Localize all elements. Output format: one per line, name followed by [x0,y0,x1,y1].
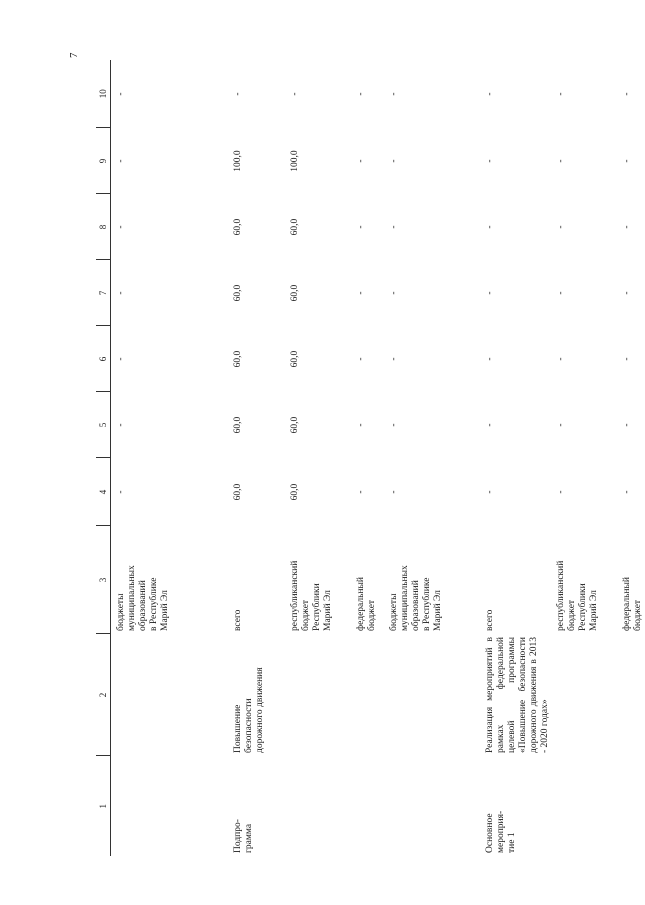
program-name-cell [551,634,617,756]
value-cell-col-5 [285,392,351,458]
value-cell-col-8-text: - [355,225,366,229]
column-header-1: 1 [96,756,111,856]
funding-source-cell [617,526,645,634]
budget-table [96,60,645,856]
value-cell-col-4 [551,458,617,526]
program-name-cell-text: Повышение безопасности дорожного движения [232,667,265,753]
column-header-9: 9 [96,128,111,194]
value-cell-col-6 [351,326,384,392]
funding-source-cell [351,526,384,634]
value-cell-col-7 [219,260,285,326]
value-cell-col-7-text: 60,0 [289,284,300,302]
value-cell-col-6 [551,326,617,392]
value-cell-col-8 [471,194,551,260]
program-name-cell [351,634,384,756]
value-cell-col-6 [111,326,219,392]
program-type-cell-text: Основное мероприя- тие 1 [484,810,517,853]
funding-source-cell [551,526,617,634]
value-cell-col-5-text: - [116,423,126,427]
value-cell-col-10 [285,60,351,128]
program-type-cell [219,756,285,856]
column-header-7: 7 [96,260,111,326]
value-cell-col-4-text: - [621,490,632,494]
column-header-6: 6 [96,326,111,392]
value-cell-col-8 [551,194,617,260]
funding-source-cell-text: всего [232,609,243,631]
value-cell-col-7-text: 60,0 [232,284,243,302]
value-cell-col-5 [351,392,384,458]
program-name-cell [384,634,471,756]
value-cell-col-5-text: - [355,423,366,427]
value-cell-col-4 [384,458,471,526]
value-cell-col-8-text: - [484,225,495,229]
value-cell-col-7 [471,260,551,326]
value-cell-col-9 [551,128,617,194]
value-cell-col-10 [384,60,471,128]
funding-source-cell-text: республиканский бюджет Республики Марий Эл [555,560,599,631]
value-cell-col-7 [551,260,617,326]
value-cell-col-6 [219,326,285,392]
funding-source-cell-text: всего [484,609,495,631]
value-cell-col-10-text: - [232,92,243,96]
value-cell-col-6-text: - [484,357,495,361]
value-cell-col-9-text: - [484,159,495,163]
value-cell-col-8-text: 60,0 [289,218,300,236]
funding-source-cell-text: федеральный бюджет [355,577,377,631]
funding-source-cell-text: бюджеты муниципальных образований в Республике Марий Эл [388,565,443,631]
funding-source-cell-text: бюджеты муниципальных образований в Республике Марий Эл [116,565,170,631]
value-cell-col-9-text: - [116,159,126,163]
funding-source-cell-text: республиканский бюджет Республики Марий Эл [289,560,333,631]
value-cell-col-5 [617,392,645,458]
funding-source-cell [384,526,471,634]
value-cell-col-10 [471,60,551,128]
table-body [111,60,645,856]
value-cell-col-5-text: - [555,423,566,427]
program-type-cell [111,756,219,856]
value-cell-col-9 [351,128,384,194]
program-type-cell-text: Подпро- грамма [232,819,254,853]
value-cell-col-9-text: - [555,159,566,163]
column-header-2: 2 [96,634,111,756]
program-name-cell [285,634,351,756]
column-header-10: 10 [96,60,111,128]
value-cell-col-4 [219,458,285,526]
value-cell-col-7 [351,260,384,326]
program-name-cell-text: Реализация мероприятий в рамках федеральной целевой программы «Повышение безопасности дорожного движения в 2013 - 2020 годах» [484,637,550,753]
table-row [111,60,219,856]
value-cell-col-4-text: 60,0 [232,483,243,501]
value-cell-col-4-text: - [388,490,399,494]
value-cell-col-6 [471,326,551,392]
value-cell-col-4-text: - [355,490,366,494]
value-cell-col-7 [617,260,645,326]
value-cell-col-8-text: - [116,225,126,229]
value-cell-col-8 [285,194,351,260]
table-row [471,60,551,856]
value-cell-col-7-text: - [555,291,566,295]
funding-source-cell [111,526,219,634]
value-cell-col-10-text: - [355,92,366,96]
value-cell-col-10-text: - [555,92,566,96]
value-cell-col-9 [384,128,471,194]
value-cell-col-9 [219,128,285,194]
value-cell-col-6-text: - [621,357,632,361]
value-cell-col-9-text: 100,0 [232,150,243,172]
page-number: 7 [68,52,80,58]
program-name-cell [219,634,285,756]
rotated-table-container [96,60,643,856]
value-cell-col-7-text: - [621,291,632,295]
value-cell-col-4-text: - [484,490,495,494]
table-row [219,60,285,856]
value-cell-col-6-text: - [355,357,366,361]
value-cell-col-5-text: 60,0 [289,416,300,434]
value-cell-col-8 [384,194,471,260]
table-row [285,60,351,856]
value-cell-col-6 [617,326,645,392]
value-cell-col-4-text: 60,0 [289,483,300,501]
value-cell-col-6-text: 60,0 [232,350,243,368]
value-cell-col-9-text: - [621,159,632,163]
value-cell-col-9 [471,128,551,194]
value-cell-col-8-text: - [621,225,632,229]
value-cell-col-6 [285,326,351,392]
value-cell-col-7 [111,260,219,326]
value-cell-col-10-text: - [289,92,300,96]
value-cell-col-9-text: 100,0 [289,150,300,172]
value-cell-col-5 [219,392,285,458]
value-cell-col-6 [384,326,471,392]
column-header-3: 3 [96,526,111,634]
value-cell-col-8 [617,194,645,260]
value-cell-col-5 [384,392,471,458]
program-name-cell [471,634,551,756]
funding-source-cell-text: федеральный бюджет [621,577,643,631]
funding-source-cell [471,526,551,634]
value-cell-col-9 [285,128,351,194]
value-cell-col-10-text: - [484,92,495,96]
value-cell-col-10 [551,60,617,128]
value-cell-col-7-text: - [116,291,126,295]
value-cell-col-7 [285,260,351,326]
value-cell-col-7 [384,260,471,326]
header-row [96,60,111,856]
value-cell-col-4 [471,458,551,526]
value-cell-col-10-text: - [621,92,632,96]
value-cell-col-7-text: - [355,291,366,295]
value-cell-col-4 [617,458,645,526]
table-row [617,60,645,856]
value-cell-col-5-text: 60,0 [232,416,243,434]
value-cell-col-9-text: - [355,159,366,163]
value-cell-col-4 [285,458,351,526]
value-cell-col-5 [111,392,219,458]
value-cell-col-5-text: - [621,423,632,427]
value-cell-col-10-text: - [388,92,399,96]
table-row [551,60,617,856]
value-cell-col-9 [617,128,645,194]
program-type-cell [384,756,471,856]
value-cell-col-7-text: - [484,291,495,295]
column-header-4: 4 [96,458,111,526]
table-row [384,60,471,856]
value-cell-col-4 [111,458,219,526]
value-cell-col-5-text: - [484,423,495,427]
value-cell-col-8-text: - [388,225,399,229]
value-cell-col-6-text: - [116,357,126,361]
value-cell-col-5 [551,392,617,458]
table-row [351,60,384,856]
value-cell-col-6-text: - [555,357,566,361]
program-name-cell [617,634,645,756]
program-name-cell [111,634,219,756]
value-cell-col-10 [351,60,384,128]
value-cell-col-9-text: - [388,159,399,163]
value-cell-col-5 [471,392,551,458]
program-type-cell [351,756,384,856]
program-type-cell [617,756,645,856]
value-cell-col-8-text: - [555,225,566,229]
value-cell-col-7-text: - [388,291,399,295]
value-cell-col-10-text: - [116,92,126,96]
column-header-5: 5 [96,392,111,458]
value-cell-col-8-text: 60,0 [232,218,243,236]
value-cell-col-6-text: - [388,357,399,361]
value-cell-col-4 [351,458,384,526]
value-cell-col-8 [111,194,219,260]
program-type-cell [471,756,551,856]
value-cell-col-5-text: - [388,423,399,427]
funding-source-cell [219,526,285,634]
funding-source-cell [285,526,351,634]
column-header-8: 8 [96,194,111,260]
value-cell-col-9 [111,128,219,194]
value-cell-col-10 [219,60,285,128]
value-cell-col-4-text: - [116,490,126,494]
value-cell-col-6-text: 60,0 [289,350,300,368]
value-cell-col-8 [351,194,384,260]
value-cell-col-10 [617,60,645,128]
value-cell-col-8 [219,194,285,260]
value-cell-col-4-text: - [555,490,566,494]
program-type-cell [285,756,351,856]
program-type-cell [551,756,617,856]
value-cell-col-10 [111,60,219,128]
